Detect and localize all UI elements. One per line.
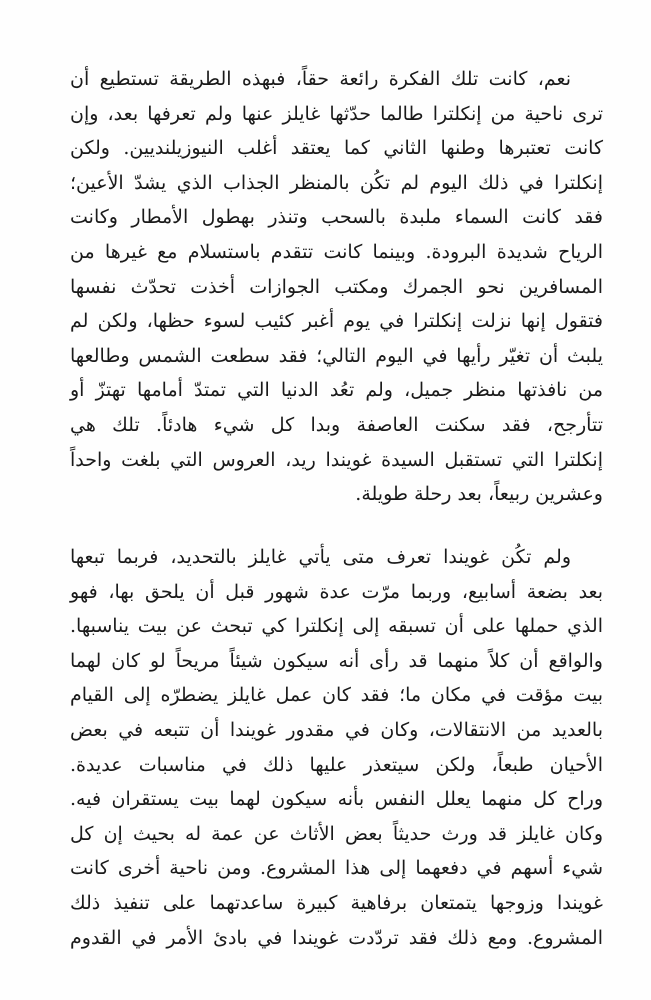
- paragraph-line: تتأرجح، فقد سكنت العاصفة وبدا كل شيء هادئاً. تلك هي: [70, 413, 603, 436]
- paragraph-line: كانت تعتبرها وطنها الثاني كما يعتقد أغلب النيوزيلنديين. ولكن: [70, 137, 603, 160]
- paragraph-line: وكان غايلز قد ورث حديثاً بعض الأثاث عن عمة له بحيث إن كل: [70, 822, 603, 845]
- paragraph-line: الرياح شديدة البرودة. وبينما كانت تتقدم باستسلام مع غيرها من: [70, 240, 603, 263]
- paragraph-line: فقد كانت السماء ملبدة بالسحب وتنذر بهطول الأمطار وكانت: [70, 206, 603, 229]
- paragraph-1: [70, 62, 603, 512]
- paragraph-line: وراح كل منهما يعلل النفس بأنه سيكون لهما بيت يستقران فيه.: [70, 788, 603, 811]
- paragraph-line: شيء أسهم في دفعهما إلى هذا المشروع. ومن ناحية أخرى كانت: [70, 857, 603, 880]
- paragraph-line: المشروع. ومع ذلك فقد تردّدت غويندا في بادئ الأمر في القدوم: [70, 926, 603, 949]
- paragraph-2: [70, 540, 603, 955]
- paragraph-line: ترى ناحية من إنكلترا طالما حدّثها غايلز عنها ولم تعرفها بعد، وإن: [70, 102, 603, 125]
- paragraph-line: ولم تكُن غويندا تعرف متى يأتي غايلز بالتحديد، فربما تبعها: [70, 546, 571, 568]
- paragraph-line: فتقول إنها نزلت إنكلترا في يوم أغبر كئيب لسوء حظها، ولكن لم: [70, 310, 603, 333]
- paragraph-line: وعشرين ربيعاً، بعد رحلة طويلة.: [355, 483, 603, 506]
- paragraph-line: بيت مؤقت في مكان ما؛ فقد كان عمل غايلز يضطرّه إلى القيام: [70, 684, 603, 707]
- paragraph-line: إنكلترا في ذلك اليوم لم تكُن بالمنظر الجذاب الذي يشدّ الأعين؛: [70, 171, 603, 194]
- paragraph-line: غويندا وزوجها يتمتعان برفاهية كبيرة ساعدتهما على تنفيذ ذلك: [70, 891, 603, 914]
- paragraph-line: نعم، كانت تلك الفكرة رائعة حقاً، فبهذه الطريقة تستطيع أن: [70, 68, 571, 90]
- paragraph-line: بعد بضعة أسابيع، وربما مرّت عدة شهور قبل أن يلحق بها، فهو: [70, 580, 603, 603]
- paragraph-line: من نافذتها منظر جميل، ولم تعُد الدنيا التي تمتدّ أمامها تهتزّ أو: [70, 379, 603, 402]
- paragraph-line: بالعديد من الانتقالات، وكان في مقدور غويندا أن تتبعه في بعض: [70, 718, 603, 741]
- paragraph-line: يلبث أن تغيّر رأيها في اليوم التالي؛ فقد سطعت الشمس وطالعها: [70, 344, 603, 367]
- paragraph-line: والواقع أن كلاً منهما قد رأى أنه سيكون شيئاً مريحاً لو كان لهما: [70, 649, 603, 672]
- paragraph-line: المسافرين نحو الجمرك ومكتب الجوازات أخذت تحدّث نفسها: [70, 275, 603, 298]
- paragraph-line: إنكلترا التي تستقبل السيدة غويندا ريد، العروس التي بلغت واحداً: [70, 448, 603, 471]
- paragraph-line: الأحيان طبعاً، ولكن سيتعذر عليها ذلك في مناسبات عديدة.: [70, 753, 603, 776]
- paragraph-line: الذي حملها على أن تسبقه إلى إنكلترا كي تبحث عن بيت يناسبها.: [70, 615, 603, 638]
